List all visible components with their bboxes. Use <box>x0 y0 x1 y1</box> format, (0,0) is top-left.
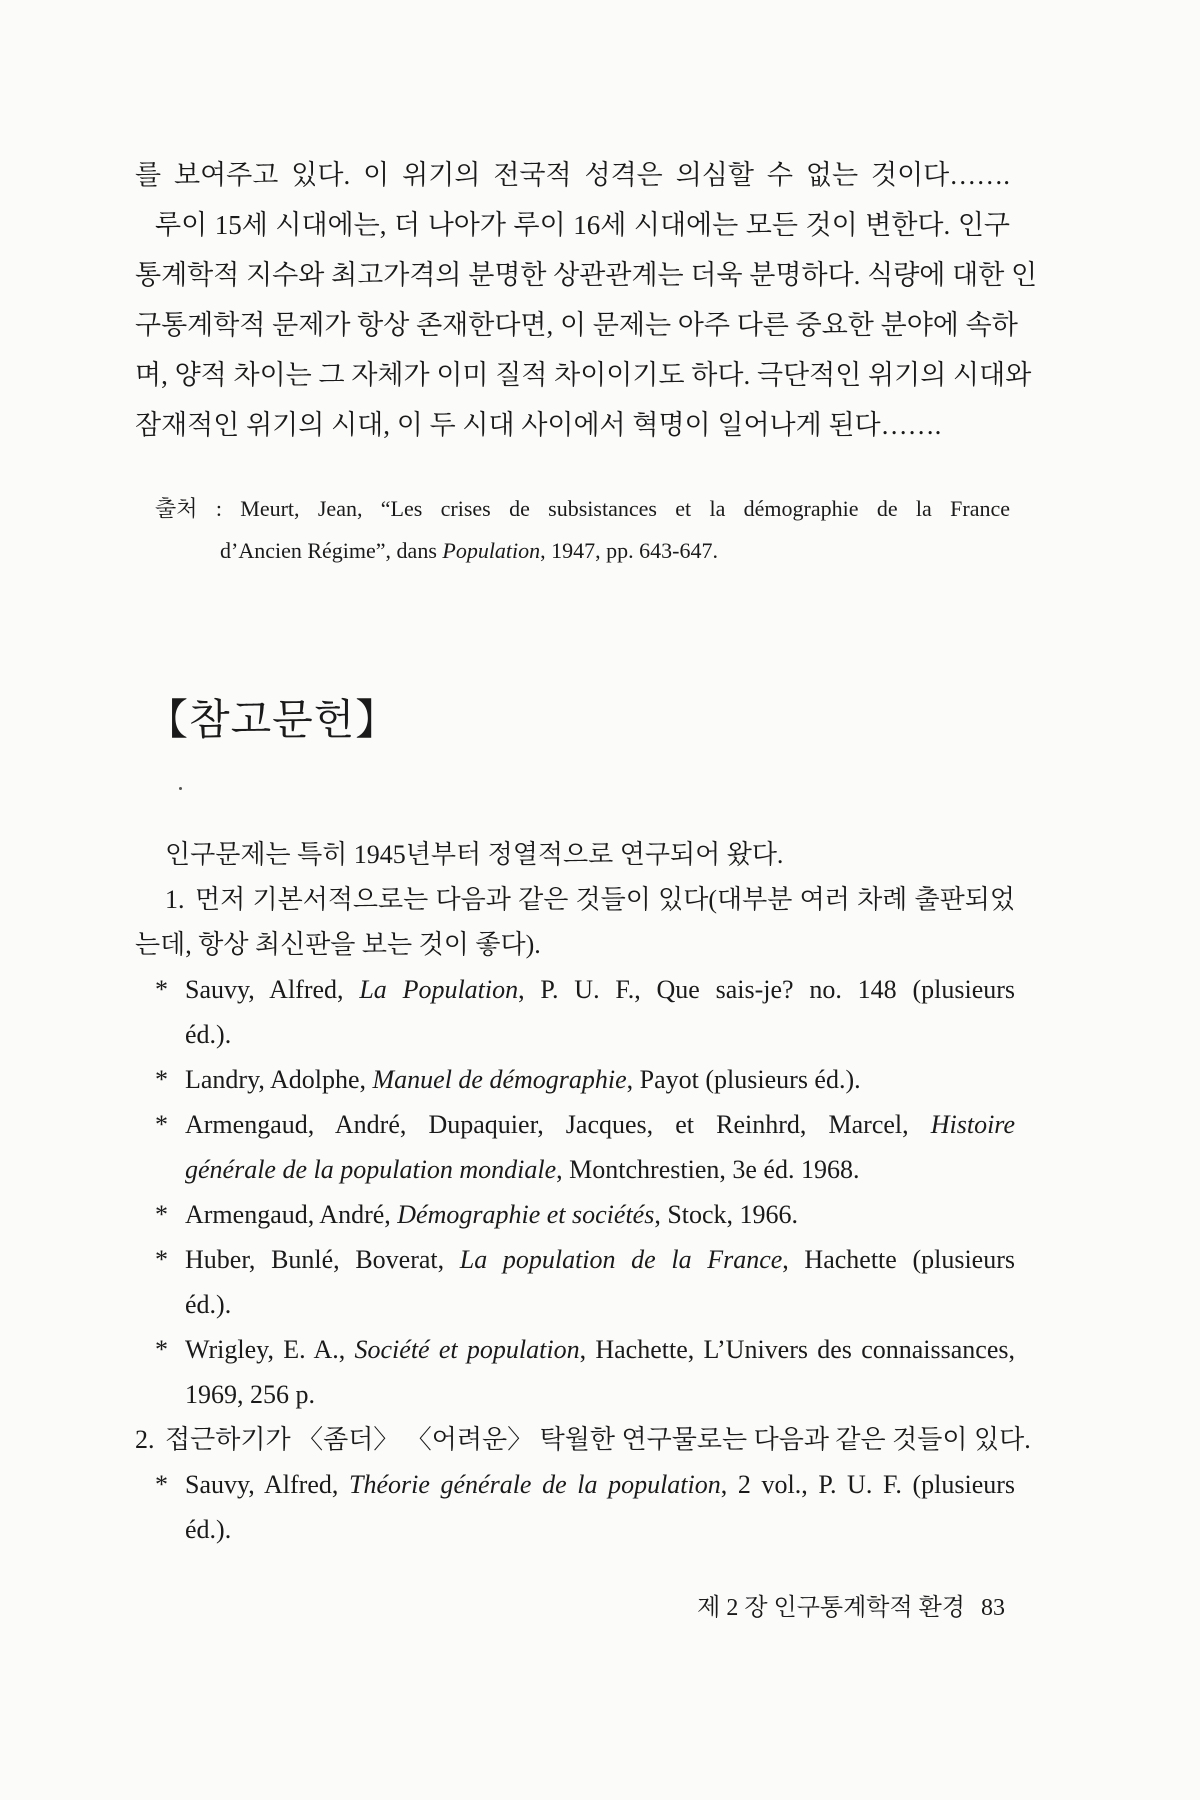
source-line: 출처 : Meurt, Jean, “Les crises de subsistances et la démographie de la France <box>155 496 1010 521</box>
bullet: * <box>155 1245 168 1274</box>
page-number: 83 <box>981 1595 1005 1621</box>
ref-armengaud-1 <box>135 1102 1015 1147</box>
quote-line: 구통계학적 문제가 항상 존재한다면, 이 문제는 아주 다른 중요한 분야에 속하 <box>135 310 1018 340</box>
bullet: * <box>155 1110 168 1139</box>
bullet: * <box>155 1065 168 1094</box>
ref-title: Histoire <box>930 1110 1015 1139</box>
ref-author: Armengaud, André, <box>185 1200 398 1229</box>
bullet: * <box>155 1470 168 1499</box>
bullet: * <box>155 1200 168 1229</box>
ref-rest: , Stock, 1966. <box>654 1200 799 1229</box>
ref-author: Huber, Bunlé, Boverat, <box>185 1245 460 1274</box>
ref-rest: , 2 vol., P. U. F. (plusieurs <box>720 1470 1016 1499</box>
ref-author: Sauvy, Alfred, <box>185 1470 349 1499</box>
ref-huber <box>135 1237 1015 1282</box>
ref-sauvy-2 <box>135 1462 1015 1507</box>
source-journal: Population <box>442 538 541 563</box>
ref-armengaud-2 <box>135 1192 1015 1237</box>
point-2-line <box>135 1417 1031 1462</box>
bullet: * <box>155 1335 168 1364</box>
ref-rest: , P. U. F., Que sais-je? no. 148 (plusieurs <box>518 975 1016 1004</box>
bullet: * <box>155 975 168 1004</box>
ref-title: La Population <box>359 975 519 1004</box>
ref-title: Démographie et sociétés <box>397 1200 655 1229</box>
ref-title: La population de la France <box>459 1245 783 1274</box>
bibliography <box>135 832 1031 1552</box>
ref-rest: , Hachette, L’Univers des connaissances, <box>579 1335 1015 1364</box>
ref-title: générale de la population mondiale <box>185 1155 557 1184</box>
ref-rest: , Hachette (plusieurs <box>782 1245 1015 1274</box>
ref-rest: , Payot (plusieurs éd.). <box>626 1065 861 1094</box>
section-title: 【참고문헌】 <box>146 695 399 744</box>
ref-author: Armengaud, André, Dupaquier, Jacques, et Reinhrd, Marcel, <box>185 1110 931 1139</box>
point-text: 먼저 기본서적으로는 다음과 같은 것들이 있다(대부분 여러 차례 출판되었 <box>195 885 1015 914</box>
source-citation <box>155 488 1010 572</box>
ref-author: Landry, Adolphe, <box>185 1065 373 1094</box>
quote-block <box>135 150 1038 450</box>
source-suffix: , 1947, pp. 643-647. <box>540 538 718 563</box>
ref-cont: éd.). <box>185 1020 232 1049</box>
chapter-title: 제 2 장 인구통계학적 환경 <box>697 1595 965 1621</box>
ref-cont <box>135 1147 1015 1192</box>
point-number: 2. <box>135 1425 155 1454</box>
point-number: 1. <box>165 885 185 914</box>
source-prefix: d’Ancien Régime”, dans <box>220 538 443 563</box>
point-1-line <box>135 877 1015 922</box>
intro-line: 인구문제는 특히 1945년부터 정열적으로 연구되어 왔다. <box>165 840 784 869</box>
source-line <box>155 530 1010 572</box>
ref-title: Société et population <box>354 1335 580 1364</box>
quote-line: 루이 15세 시대에는, 더 나아가 루이 16세 시대에는 모든 것이 변한다. 인구 <box>155 210 1010 240</box>
page-footer <box>697 1588 1005 1628</box>
quote-line: 통계학적 지수와 최고가격의 분명한 상관관계는 더욱 분명하다. 식량에 대한 인 <box>135 260 1038 290</box>
ref-cont: éd.). <box>185 1290 232 1319</box>
ref-wrigley <box>135 1327 1015 1372</box>
stray-dot <box>179 787 182 790</box>
ref-cont: éd.). <box>185 1515 232 1544</box>
ref-cont: 1969, 256 p. <box>185 1380 315 1409</box>
ref-title: Manuel de démographie <box>372 1065 627 1094</box>
quote-line: 잠재적인 위기의 시대, 이 두 시대 사이에서 혁명이 일어나게 된다……. <box>135 410 942 440</box>
ref-rest: , Montchrestien, 3e éd. 1968. <box>556 1155 860 1184</box>
quote-line: 를 보여주고 있다. 이 위기의 전국적 성격은 의심할 수 없는 것이다……. <box>135 160 1010 190</box>
ref-landry <box>135 1057 1015 1102</box>
point-text: 접근하기가 〈좀더〉 〈어려운〉 탁월한 연구물로는 다음과 같은 것들이 있다. <box>165 1425 1031 1454</box>
ref-title: Théorie générale de la population <box>348 1470 721 1499</box>
point-1-cont: 는데, 항상 최신판을 보는 것이 좋다). <box>135 930 541 959</box>
quote-line: 며, 양적 차이는 그 자체가 이미 질적 차이이기도 하다. 극단적인 위기의 시대와 <box>135 360 1032 390</box>
ref-sauvy-1 <box>135 967 1015 1012</box>
ref-author: Sauvy, Alfred, <box>185 975 360 1004</box>
ref-author: Wrigley, E. A., <box>185 1335 355 1364</box>
